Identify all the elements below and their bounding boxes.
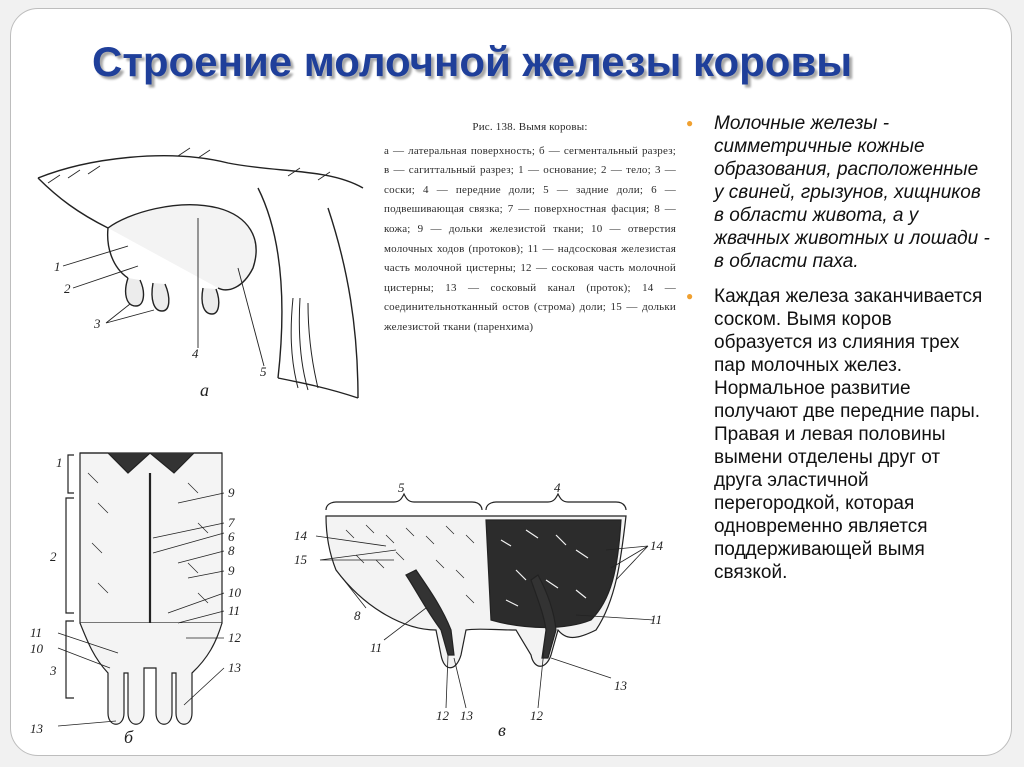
panel-b-label: 13 — [228, 660, 241, 675]
caption-heading: Рис. 138. Вымя коровы: — [472, 121, 588, 133]
panel-v-label: 14 — [294, 528, 307, 543]
figure-caption — [384, 118, 676, 338]
panel-v-label: 12 — [436, 708, 449, 723]
panel-a-label: 2 — [64, 281, 71, 296]
panel-v-label: 13 — [460, 708, 473, 723]
panel-v-label: 4 — [554, 480, 561, 495]
panel-a-label: 5 — [260, 364, 267, 379]
udder-lateral-svg — [28, 118, 368, 408]
panel-a-label: 4 — [192, 346, 199, 361]
bullet-item — [686, 285, 992, 584]
udder-segmental-drawing — [28, 443, 268, 748]
panel-a-letter: а — [200, 380, 209, 400]
panel-b-label: 12 — [228, 630, 241, 645]
caption-body: а — латеральная поверхность; б — сегментальный разрез; в — сагиттальный разрез; 1 — основание; 2 — тело; 3 — соски; 4 — передние доли; 5 — задние доли; 6 — подвешивающая связка; 7 — поверхностная фасция; 8 — кожа; 9 — дольки железистой ткани; 10 — отверстия молочных ходов (протоков); 11 — надсосковая железистая часть молочной цистерны; 12 — сосковая часть молочной цистерны; 13 — сосковый канал (проток); 14 — соединительнотканный остов (строма) доли; 15 — дольки железистой ткани (паренхима) — [384, 144, 676, 333]
panel-b-label: 11 — [30, 625, 43, 640]
panel-b-letter: б — [124, 727, 134, 747]
panel-v-label: 12 — [530, 708, 543, 723]
panel-b-label: 11 — [228, 603, 241, 618]
panel-v-letter: в — [498, 720, 506, 740]
panel-v-label: 13 — [614, 678, 627, 693]
panel-v-label: 8 — [354, 608, 361, 623]
panel-b-label: 2 — [50, 549, 57, 564]
udder-sagittal-drawing — [276, 480, 674, 742]
panel-v-label: 14 — [650, 538, 663, 553]
bullet-text: Молочные железы - симметричные кожные образования, расположенные у свиней, грызунов, хищников в области живота, а у жвачных животных и лошади - в области паха. — [714, 113, 990, 272]
panel-v-label: 11 — [650, 612, 663, 627]
panel-v-label: 5 — [398, 480, 405, 495]
bullet-list — [686, 112, 992, 596]
udder-segmental-svg — [28, 443, 268, 748]
panel-b-label: 3 — [50, 663, 57, 678]
panel-v-label: 11 — [370, 640, 383, 655]
panel-b-label: 9 — [228, 485, 235, 500]
panel-v-label: 15 — [294, 552, 307, 567]
panel-b-label: 7 — [228, 515, 235, 530]
panel-b-label: 13 — [30, 721, 43, 736]
slide-title: Строение молочной железы коровы — [92, 38, 853, 85]
panel-a-label: 3 — [94, 316, 101, 331]
bullet-dot-icon: ● — [686, 116, 694, 130]
udder-lateral-drawing — [28, 118, 368, 408]
panel-b-label: 10 — [30, 641, 43, 656]
figure — [28, 118, 674, 746]
bullet-dot-icon: ● — [686, 289, 694, 303]
panel-b-label: 10 — [228, 585, 241, 600]
panel-b-label: 1 — [56, 455, 63, 470]
bullet-text: Каждая железа заканчивается соском. Вымя коров образуется из слияния трех пар молочных желез. Нормальное развитие получают две передние пары. Правая и левая половины вымени отделены друг от друга эластичной перегородкой, которая одновременно является поддерживающей вымя связкой. — [714, 286, 983, 583]
udder-sagittal-svg — [276, 480, 674, 742]
panel-b-label: 9 — [228, 563, 235, 578]
panel-b-label: 6 — [228, 529, 235, 544]
bullet-item — [686, 112, 992, 273]
panel-b-label: 8 — [228, 543, 235, 558]
panel-a-label: 1 — [54, 259, 61, 274]
